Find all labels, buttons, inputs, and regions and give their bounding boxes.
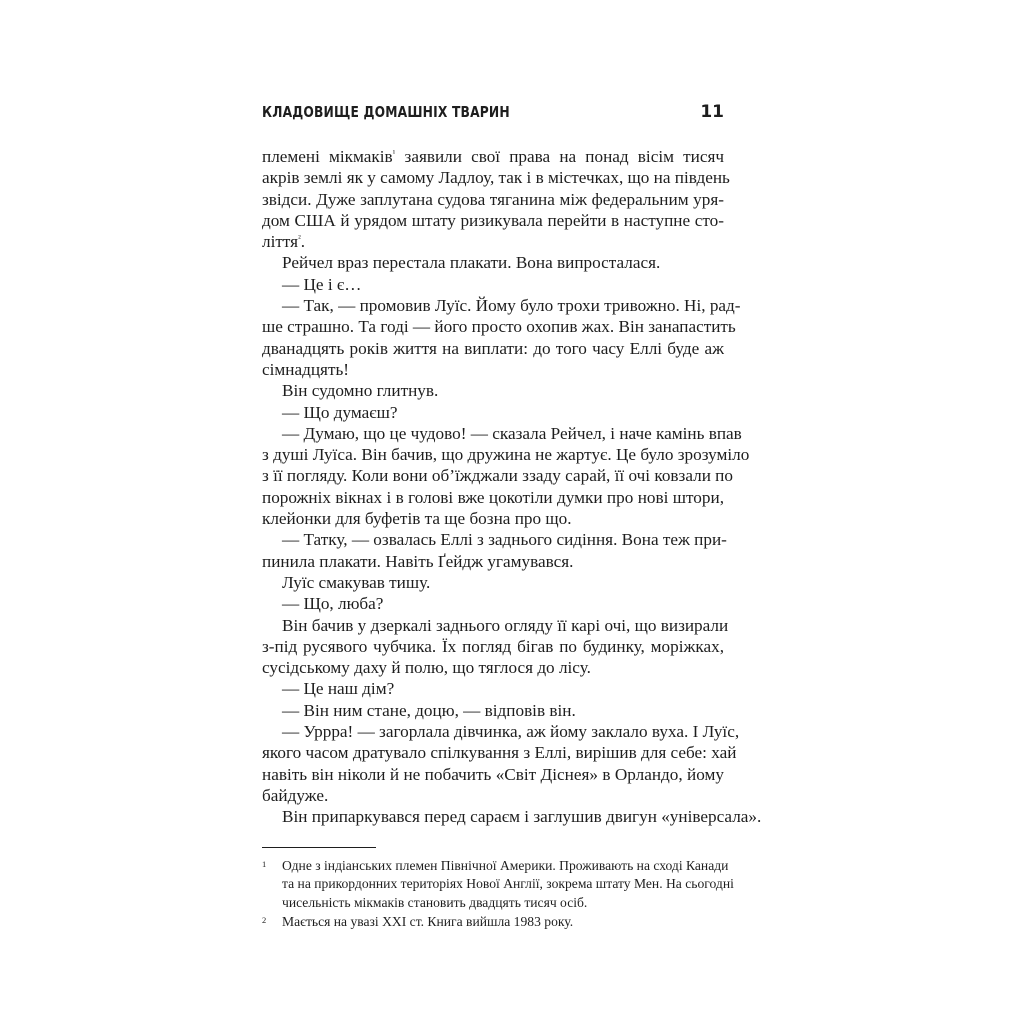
text-line: байдуже. <box>262 785 329 805</box>
book-page <box>262 102 762 933</box>
footnote-line: чисельність мікмаків становить двадцять тисяч осіб. <box>282 894 588 910</box>
footnote-ref-2: ² <box>298 233 301 244</box>
footnote-2 <box>262 913 724 932</box>
book-title: КЛАДОВИЩЕ ДОМАШНІХ ТВАРИН <box>262 103 510 121</box>
text-line: — Що, люба? <box>282 594 384 614</box>
text-line: Він бачив у дзеркалі заднього огляду її карі очі, що визирали <box>282 615 729 635</box>
text-line: з-під русявого чубчика. Їх погляд бігав по будинку, моріжках, <box>262 636 724 656</box>
text-line: — Це наш дім? <box>282 679 395 699</box>
footnote-ref-1: ¹ <box>392 148 396 158</box>
text-line: клейонки для буфетів та ще бозна про що. <box>262 509 572 529</box>
text-line: — Уррра! — загорлала дівчинка, аж йому заклало вуха. І Луїс, <box>282 722 740 742</box>
footnotes <box>262 857 734 932</box>
footnote-line: Мається на увазі XXI ст. Книга вийшла 1983 року. <box>282 914 574 929</box>
text-line: Він судомно глитнув. <box>282 381 439 401</box>
page-number: 11 <box>700 102 724 122</box>
text-line: дванадцять років життя на виплати: до того часу Еллі буде аж <box>262 338 724 358</box>
text-line: з її погляду. Коли вони об’їжджали ззаду сарай, її очі ковзали по <box>262 466 733 486</box>
text-line: сімнадцять! <box>262 359 350 379</box>
footnote-divider <box>262 847 376 848</box>
text-line: — Думаю, що це чудово! — сказала Рейчел, і наче камінь впав <box>282 423 742 443</box>
text-line: — Татку, — озвалась Еллі з заднього сидіння. Вона теж при- <box>282 530 727 550</box>
running-head <box>262 102 724 130</box>
text-line: племені мікмаків$^{^1}$ заявили свої права на понад вісім тисяч <box>262 147 725 166</box>
text-line: звідси. Дуже заплутана судова тяганина між федеральним уря- <box>262 189 724 209</box>
footnote-line: Одне з індіанських племен Північної Америки. Проживають на сході Канади <box>282 857 729 873</box>
text-line: дом США й урядом штату ризикувала перейти в наступне сто- <box>262 210 724 230</box>
text-line: пинила плакати. Навіть Ґейдж угамувався. <box>262 551 574 571</box>
text-line: сусідському даху й полю, що тяглося до лісу. <box>262 658 591 678</box>
footnote-mark: 1 <box>262 858 267 869</box>
text-line: — Він ним стане, доцю, — відповів він. <box>282 700 576 720</box>
footnote-line: та на прикордонних територіях Нової Англії, зокрема штату Мен. На сьогодні <box>282 876 734 891</box>
text-line: — Це і є… <box>282 274 362 294</box>
text-line: ше страшно. Та годі — його просто охопив жах. Він занапастить <box>262 317 736 337</box>
text-line: — Так, — промовив Луїс. Йому було трохи тривожно. Ні, рад- <box>282 296 741 316</box>
footnote-1 <box>262 857 734 913</box>
body-text <box>262 146 762 828</box>
text-line: Луїс смакував тишу. <box>282 572 431 592</box>
text-line: Рейчел враз перестала плакати. Вона випросталася. <box>282 253 661 273</box>
text-line: акрів землі як у самому Ладлоу, так і в містечках, що на південь <box>262 168 730 188</box>
footnote-mark: 2 <box>262 915 267 925</box>
text-line: — Що думаєш? <box>282 402 398 422</box>
text-line: якого часом дратувало спілкування з Еллі, вирішив для себе: хай <box>262 743 737 763</box>
text-line: з душі Луїса. Він бачив, що дружина не жартує. Це було зрозуміло <box>262 445 750 465</box>
text-line: навіть він ніколи й не побачить «Світ Діснея» в Орландо, йому <box>262 764 724 784</box>
text-line: Він припаркувався перед сараєм і заглушив двигун «універсала». <box>282 807 762 827</box>
text-line: ліття$^{^2}$. <box>262 232 306 252</box>
text-line: порожніх вікнах і в голові вже цокотіли думки про нові штори, <box>262 487 724 507</box>
